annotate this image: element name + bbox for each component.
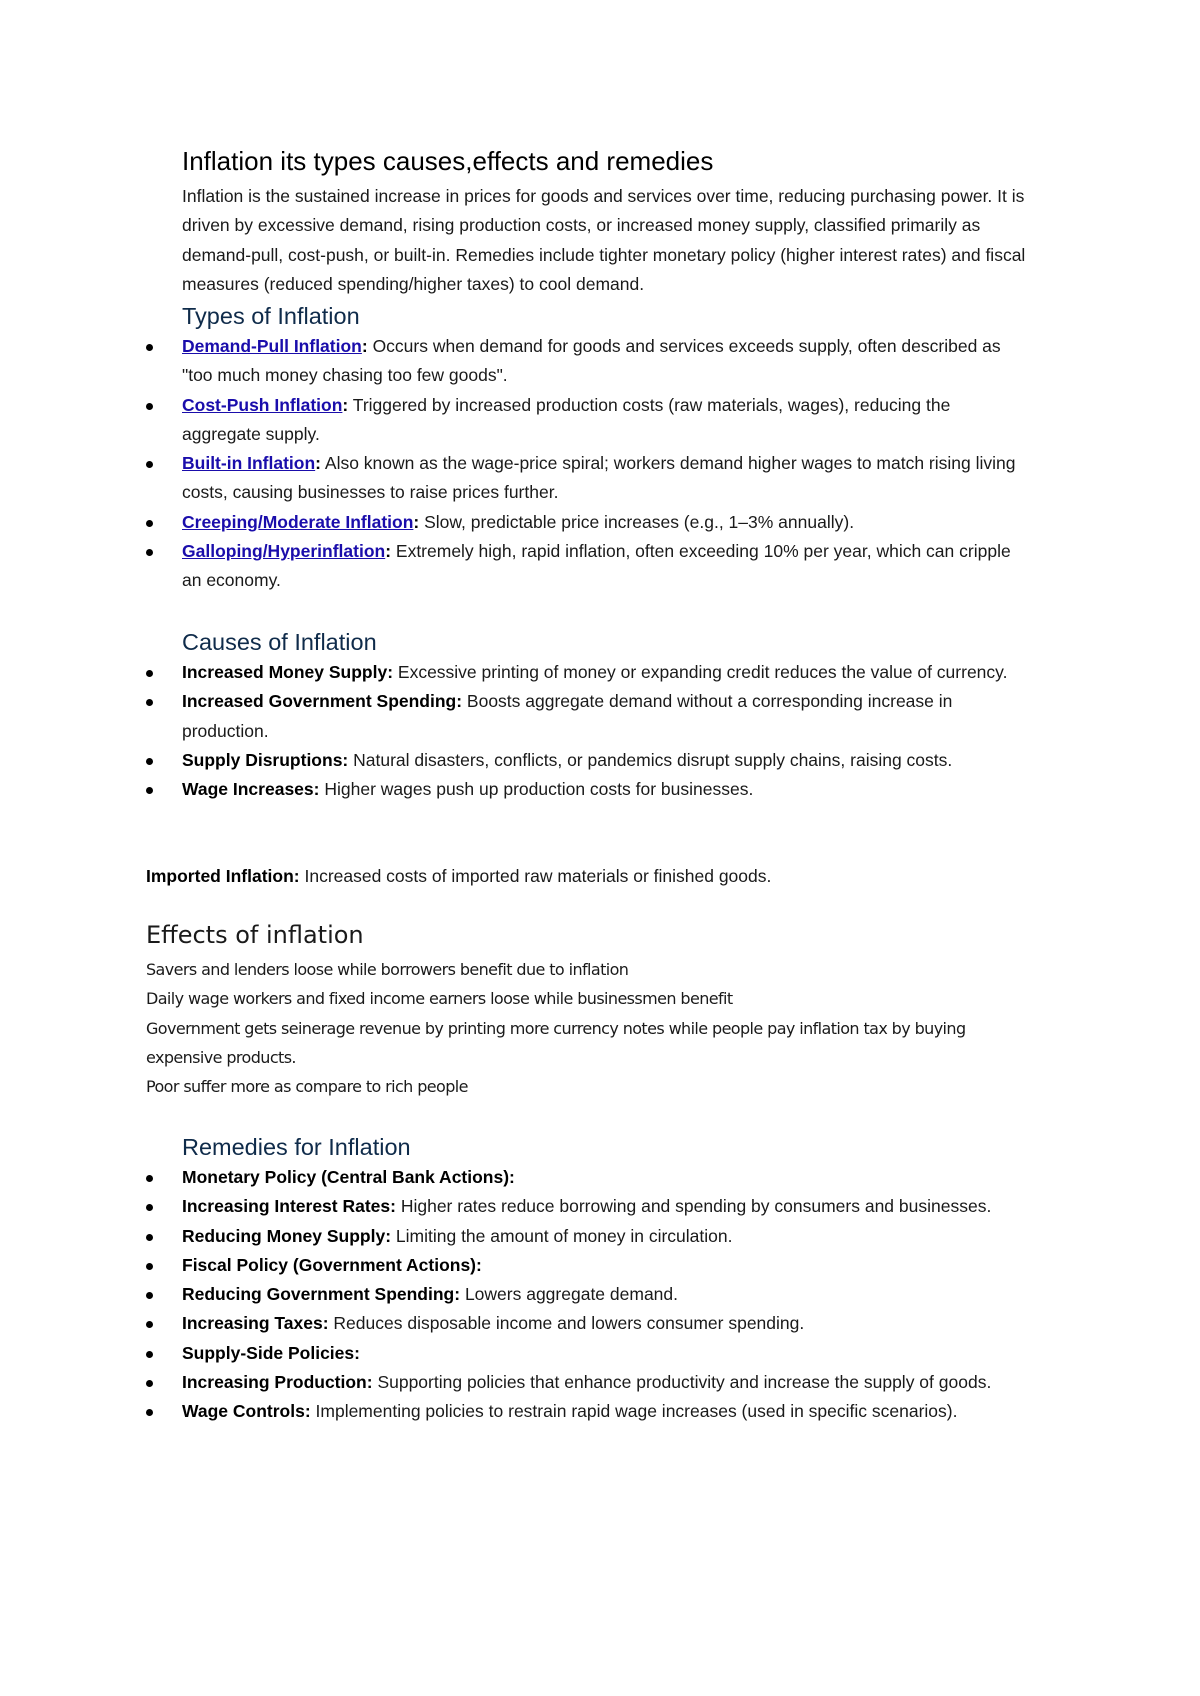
imported-inflation-line: Imported Inflation: Increased costs of imported raw materials or finished goods. [146, 866, 772, 886]
bullet-icon [146, 549, 153, 556]
bullet-icon [146, 520, 153, 527]
types-list [0, 332, 1036, 596]
term-link[interactable]: Built-in Inflation [182, 453, 316, 474]
bullet-icon [146, 403, 153, 410]
bullet-icon [146, 1321, 153, 1328]
bullet-icon [146, 344, 153, 351]
effects-line: Poor suffer more as compare to rich people [146, 1077, 468, 1097]
list-item: Supply-Side Policies: [0, 1339, 1036, 1368]
document-title: Inflation its types causes,effects and remedies [182, 146, 714, 176]
effects-line: Daily wage workers and fixed income earners loose while businessmen benefit [146, 989, 733, 1009]
list-item: Reducing Money Supply: Limiting the amount of money in circulation. [0, 1222, 1036, 1251]
list-item: Wage Controls: Implementing policies to restrain rapid wage increases (used in specific scenarios). [0, 1397, 1036, 1426]
bullet-icon [146, 758, 153, 765]
remedies-heading: Remedies for Inflation [182, 1134, 411, 1160]
effects-body [146, 955, 1036, 1101]
bullet-icon [146, 1380, 153, 1387]
term-link[interactable]: Cost-Push Inflation [182, 394, 343, 415]
list-item: Increased Government Spending: Boosts aggregate demand without a corresponding increase in production. [0, 687, 1036, 746]
bullet-icon [146, 1292, 153, 1299]
causes-list [0, 658, 1036, 804]
bullet-icon [146, 1351, 153, 1358]
bullet-icon [146, 1409, 153, 1416]
effects-line: Government gets seinerage revenue by printing more currency notes while people pay inflation tax by buying expensive products. [146, 1018, 966, 1067]
bullet-icon [146, 1204, 153, 1211]
list-item: Cost-Push Inflation: Triggered by increased production costs (raw materials, wages), reducing the aggregate supply. [0, 391, 1036, 450]
term-link[interactable]: Galloping/Hyperinflation [182, 541, 386, 562]
bullet-icon [146, 1263, 153, 1270]
bullet-icon [146, 461, 153, 468]
bullet-icon [146, 699, 153, 706]
list-item: Increased Money Supply: Excessive printing of money or expanding credit reduces the value of currency. [0, 658, 1036, 687]
term-link[interactable]: Creeping/Moderate Inflation [182, 511, 414, 532]
list-item: Monetary Policy (Central Bank Actions): [0, 1163, 1036, 1192]
remedies-list [0, 1163, 1036, 1427]
causes-heading: Causes of Inflation [182, 629, 377, 655]
list-item: Demand-Pull Inflation: Occurs when demand for goods and services exceeds supply, often described as "too much money chasing too few goods". [0, 332, 1036, 391]
bullet-icon [146, 670, 153, 677]
bullet-icon [146, 1234, 153, 1241]
list-item: Built-in Inflation: Also known as the wage-price spiral; workers demand higher wages to match rising living costs, causing businesses to raise prices further. [0, 449, 1036, 508]
list-item: Wage Increases: Higher wages push up production costs for businesses. [0, 775, 1036, 804]
list-item: Galloping/Hyperinflation: Extremely high, rapid inflation, often exceeding 10% per year, which can cripple an economy. [0, 537, 1036, 596]
list-item: Creeping/Moderate Inflation: Slow, predictable price increases (e.g., 1–3% annually). [0, 508, 1036, 537]
list-item: Supply Disruptions: Natural disasters, conflicts, or pandemics disrupt supply chains, raising costs. [0, 746, 1036, 775]
types-heading: Types of Inflation [182, 303, 360, 329]
effects-heading: Effects of inflation [146, 921, 364, 949]
list-item: Increasing Interest Rates: Higher rates reduce borrowing and spending by consumers and businesses. [0, 1192, 1036, 1221]
list-item: Increasing Taxes: Reduces disposable income and lowers consumer spending. [0, 1309, 1036, 1338]
term-link[interactable]: Demand-Pull Inflation [182, 336, 362, 356]
bullet-icon [146, 787, 153, 794]
effects-line: Savers and lenders loose while borrowers benefit due to inflation [146, 960, 629, 979]
intro-paragraph: Inflation is the sustained increase in prices for goods and services over time, reducing purchasing power. It is driven by excessive demand, rising production costs, or increased money supply, classified primarily as demand-pull, cost-push, or built-in. Remedies include tighter monetary policy (higher interest rates) and fiscal measures (reduced spending/higher taxes) to cool demand. [182, 186, 1026, 294]
bullet-icon [146, 1175, 153, 1182]
list-item: Reducing Government Spending: Lowers aggregate demand. [0, 1280, 1036, 1309]
list-item: Increasing Production: Supporting policies that enhance productivity and increase the supply of goods. [0, 1368, 1036, 1397]
list-item: Fiscal Policy (Government Actions): [0, 1251, 1036, 1280]
